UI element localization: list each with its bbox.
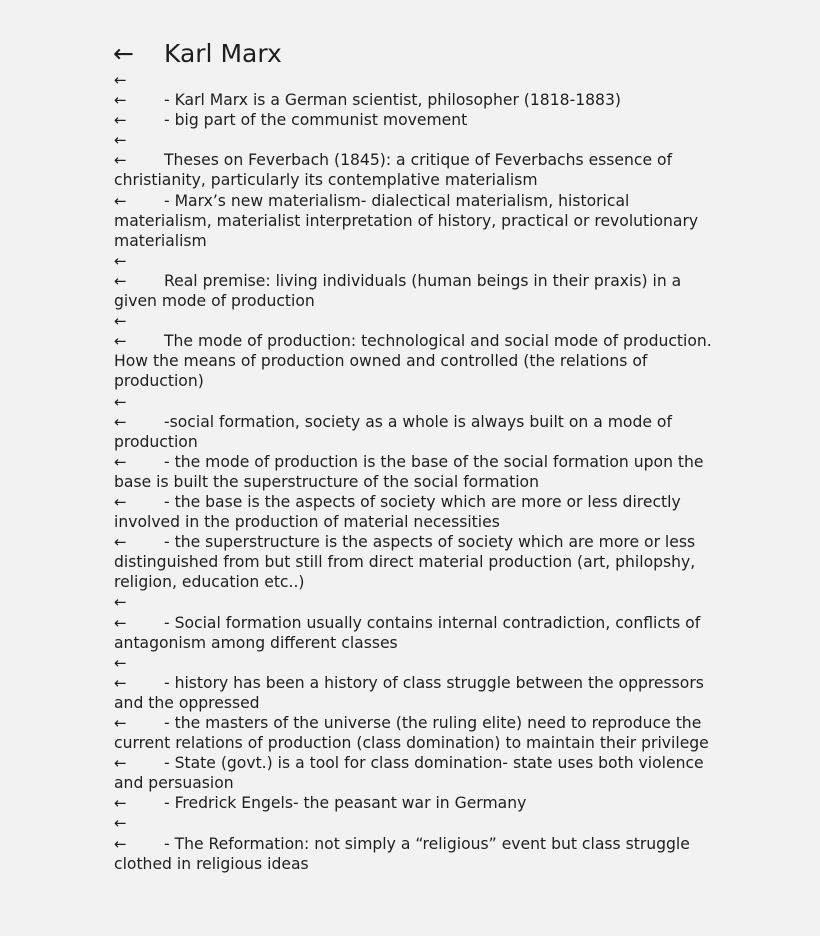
- arrow-bullet-icon: ←: [114, 452, 127, 471]
- line-text: - Fredrick Engels- the peasant war in Germany: [164, 794, 527, 813]
- arrow-bullet-icon: ←: [114, 191, 127, 210]
- title-row: [113, 36, 282, 70]
- arrow-bullet-icon: ←: [114, 412, 127, 431]
- arrow-bullet-icon: ←: [114, 91, 127, 110]
- empty-line: [114, 653, 714, 673]
- text-line: [114, 613, 714, 653]
- arrow-bullet-icon: ←: [114, 111, 127, 130]
- arrow-bullet-icon: ←: [114, 392, 127, 411]
- text-line: [114, 753, 714, 793]
- arrow-bullet-icon: ←: [114, 794, 127, 813]
- text-line: [114, 191, 714, 251]
- line-text: - The Reformation: not simply a “religious” event but class struggle clothed in religious ideas: [114, 834, 690, 873]
- arrow-bullet-icon: ←: [114, 71, 127, 89]
- line-text: - State (govt.) is a tool for class domination- state uses both violence and persuasion: [114, 754, 704, 793]
- text-line: [114, 492, 714, 532]
- arrow-bullet-icon: ←: [114, 492, 127, 511]
- empty-line: [114, 311, 714, 331]
- document-body: [114, 70, 714, 874]
- arrow-bullet-icon: ←: [114, 312, 127, 331]
- line-text: - Marx’s new materialism- dialectical materialism, historical materialism, materialist interpretation of history, practical or revolutionary materialism: [114, 191, 699, 250]
- empty-line: [114, 251, 714, 271]
- arrow-bullet-icon: ←: [114, 151, 127, 170]
- line-text: - the superstructure is the aspects of society which are more or less distinguished from but still from direct material production (art, philopshy, religion, education etc..): [114, 533, 696, 592]
- text-line: [114, 532, 714, 592]
- text-line: [114, 331, 714, 391]
- empty-line: [114, 70, 714, 90]
- line-text: - history has been a history of class struggle between the oppressors and the oppressed: [114, 673, 704, 712]
- arrow-bullet-icon: ←: [114, 332, 127, 351]
- arrow-bullet-icon: ←: [114, 754, 127, 773]
- line-text: The mode of production: technological and social mode of production. How the means of production owned and controlled (the relations of production): [114, 332, 712, 391]
- arrow-bullet-icon: ←: [114, 834, 127, 853]
- arrow-bullet-icon: ←: [114, 251, 127, 270]
- text-line: [114, 90, 714, 110]
- arrow-bullet-icon: ←: [114, 271, 127, 290]
- line-text: - the mode of production is the base of the social formation upon the base is built the superstructure of the social formation: [114, 452, 704, 491]
- text-line: [114, 412, 714, 452]
- arrow-bullet-icon: ←: [114, 131, 127, 150]
- empty-line: [114, 130, 714, 150]
- arrow-bullet-icon: ←: [114, 714, 127, 732]
- arrow-bullet-icon: ←: [114, 653, 127, 672]
- line-text: - Social formation usually contains internal contradiction, conflicts of antagonism among different classes: [114, 613, 701, 652]
- arrow-bullet-icon: ←: [113, 38, 134, 68]
- line-text: - big part of the communist movement: [164, 111, 468, 130]
- document-title: Karl Marx: [164, 38, 282, 68]
- arrow-bullet-icon: ←: [114, 593, 127, 612]
- line-text: Real premise: living individuals (human beings in their praxis) in a given mode of production: [114, 271, 682, 311]
- arrow-bullet-icon: ←: [114, 673, 127, 692]
- text-line: [114, 271, 714, 311]
- text-line: [114, 110, 714, 130]
- arrow-bullet-icon: ←: [114, 814, 127, 833]
- arrow-bullet-icon: ←: [114, 533, 127, 552]
- line-text: -social formation, society as a whole is always built on a mode of production: [114, 412, 672, 451]
- text-line: [114, 673, 714, 713]
- text-line: [114, 452, 714, 492]
- line-text: Theses on Feverbach (1845): a critique of Feverbachs essence of christianity, particularly its contemplative materialism: [114, 151, 673, 190]
- arrow-bullet-icon: ←: [114, 613, 127, 632]
- line-text: - Karl Marx is a German scientist, philosopher (1818-1883): [164, 91, 621, 110]
- empty-line: [114, 592, 714, 612]
- line-text: - the masters of the universe (the ruling elite) need to reproduce the current relations of production (class domination) to maintain their privilege: [114, 714, 709, 753]
- empty-line: [114, 813, 714, 833]
- text-line: [114, 793, 714, 813]
- text-line: [114, 150, 714, 190]
- text-line: [114, 834, 714, 874]
- line-text: - the base is the aspects of society which are more or less directly involved in the production of material necessities: [114, 492, 681, 532]
- empty-line: [114, 392, 714, 412]
- text-line: [114, 713, 714, 753]
